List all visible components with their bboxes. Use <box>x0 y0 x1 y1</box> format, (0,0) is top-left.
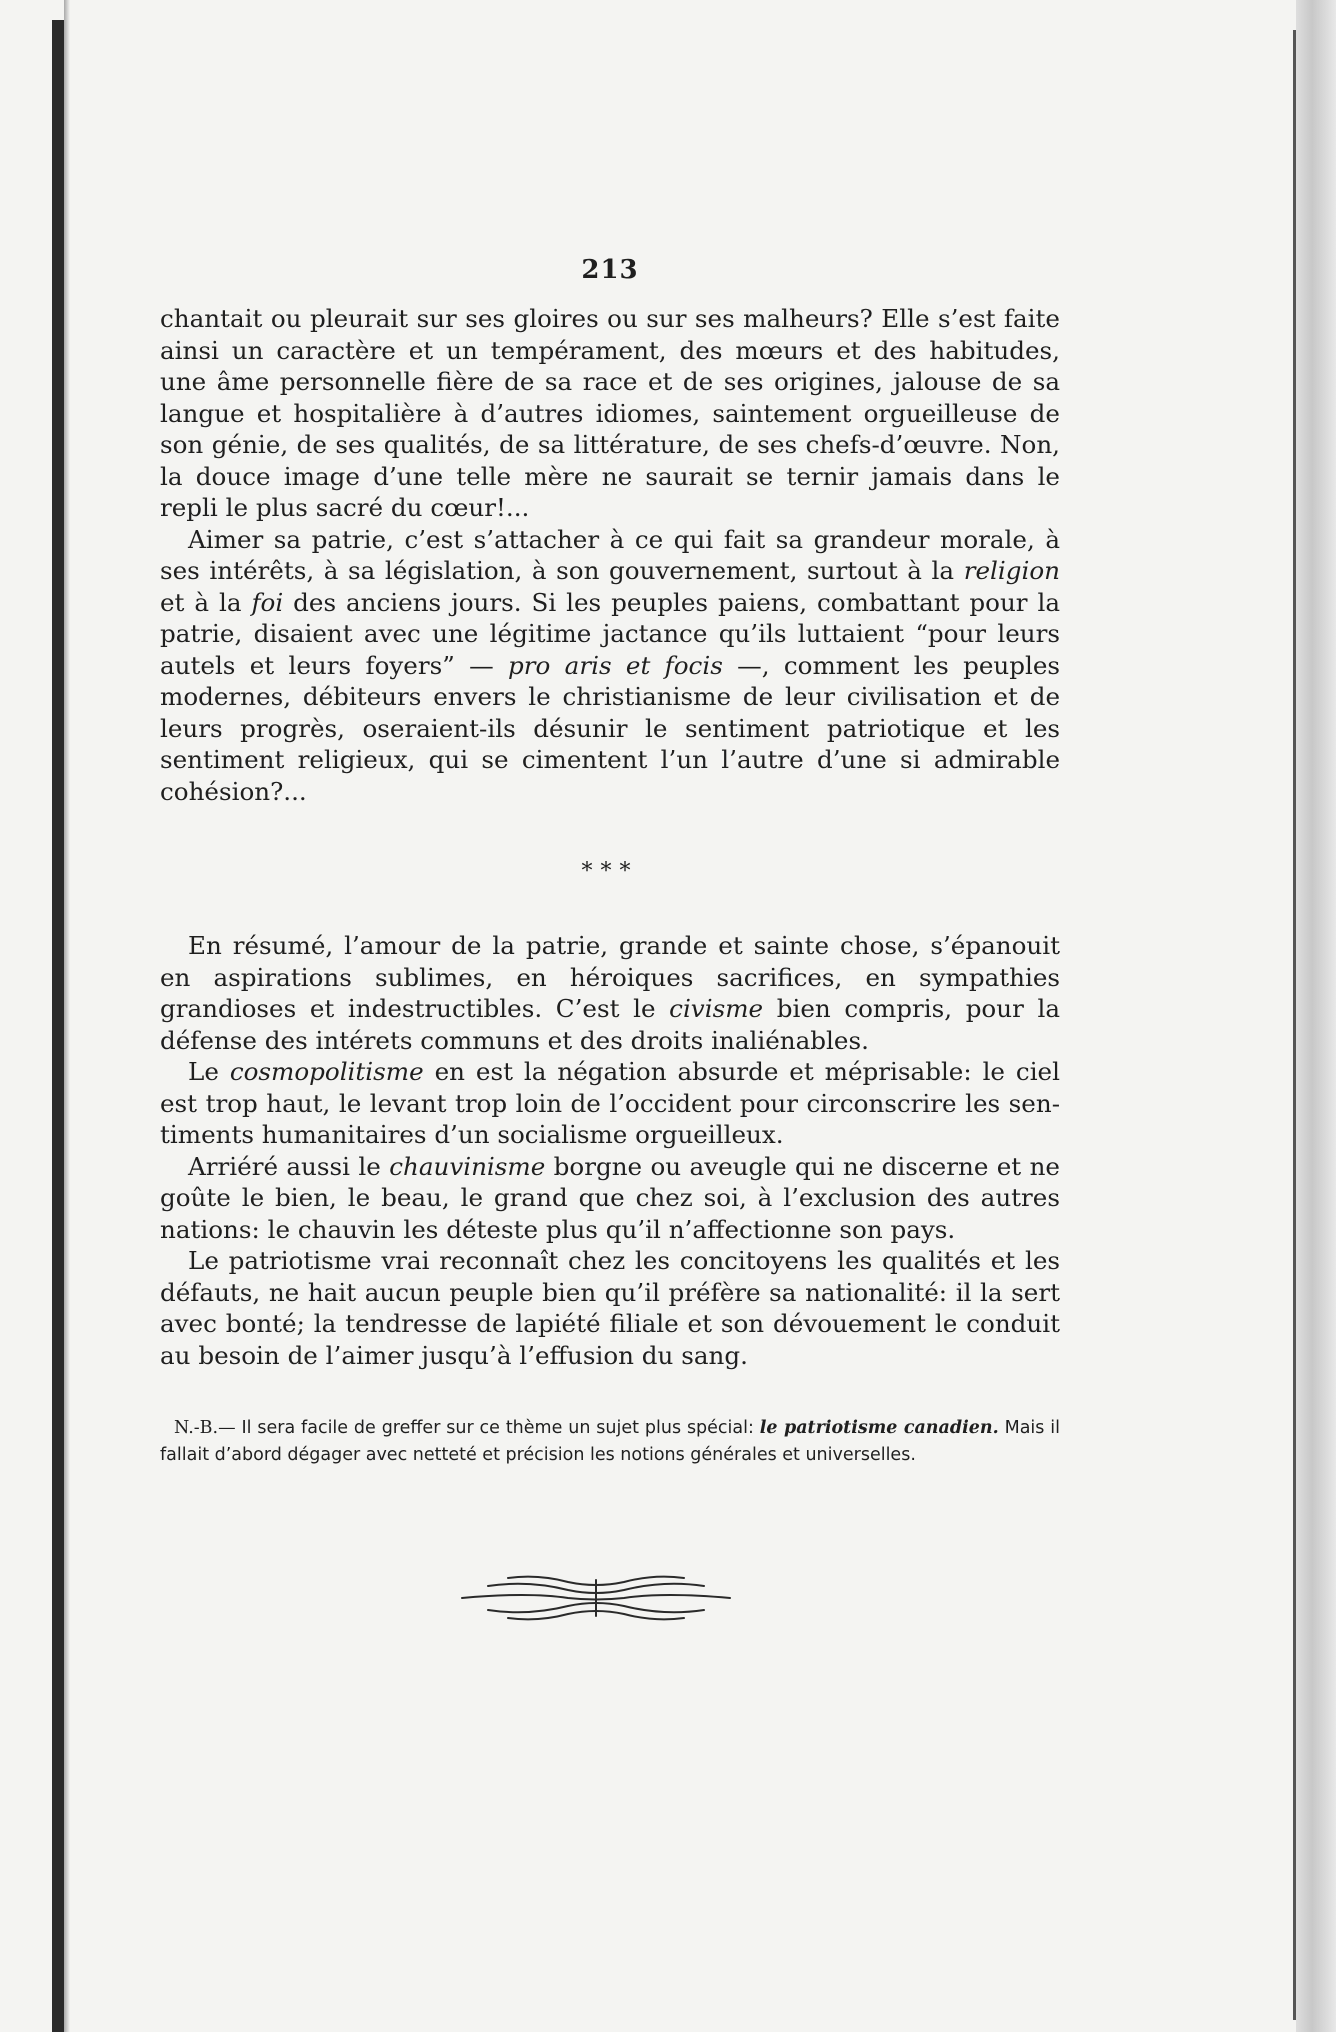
footnote-lead: N.-B.— <box>174 1418 236 1438</box>
word-chauvinisme: chauvinisme <box>389 1151 546 1181</box>
paragraph-3-text-b: bien compris, pour la défense des intérets communs et des droits inaliénables. <box>160 994 1060 1055</box>
page-stack-edge <box>1296 0 1336 2032</box>
latin-phrase: pro aris et focis <box>508 650 723 680</box>
word-foi: foi <box>251 587 284 617</box>
paragraph-3-text-a: En résumé, l’amour de la patrie, grande et sainte chose, s’épanouit en aspirations sublimes, en héroiques sacrifices, en sympathies grandioses et indestructibles. C’est le <box>160 931 1060 1023</box>
section-separator: *** <box>581 859 639 884</box>
paragraph-2 <box>160 524 1060 808</box>
footnote-emphasis: le patriotisme canadien. <box>759 1418 999 1438</box>
paragraph-2-text-b: et à la <box>160 587 252 617</box>
paragraph-5 <box>160 1151 1060 1246</box>
footnote-text-b: Mais il fallait d’abord dégager avec netteté et précision les notions générales et universelles. <box>160 1418 1061 1465</box>
page-number: 213 <box>581 255 639 285</box>
paragraph-2-text-d: —, comment les peuples modernes, débiteurs envers le christianisme de leur civilisation et de leurs progrès, oseraient-ils désunir le sentiment patriotique et les sentiment religieux, qui se cimentent l’un l’autre d’une si admirable cohésion?... <box>160 650 1060 806</box>
word-cosmopolitisme: cosmopolitisme <box>229 1057 424 1086</box>
paragraph-5-text-b: borgne ou aveugle qui ne discerne et ne goûte le bien, le beau, le grand que chez soi, à l’exclusion des autres nations: le chauvin les déteste plus qu’il n’affectionne son pays. <box>160 1151 1060 1244</box>
paragraph-2-text-a: Aimer sa patrie, c’est s’attacher à ce qui fait sa grandeur morale, à ses intérêts, à sa législation, à son gouvernement, surtout à la <box>160 524 1060 585</box>
paragraph-1: chantait ou pleurait sur ses gloires ou sur ses malheurs? Elle s’est faite ainsi un caractère et un tempérament, des mœurs et des habitudes, une âme personnelle fière de sa race et de ses origines, jalouse de sa langue et hospitalière à d’autres idiomes, saintement orgueilleuse de son génie, de ses qualités, de sa littérature, de ses chefs-d’œuvre. Non, la douce image d’une telle mère ne saurait se ternir jamais dans le repli le plus sacré du cœur!... <box>160 304 1060 522</box>
word-religion: religion <box>963 556 1060 585</box>
tailpiece-ornament-icon <box>458 1568 734 1628</box>
page-content <box>160 255 1060 1487</box>
paragraph-4-text-b: en est la négation absurde et méprisable: le ciel est trop haut, le levant trop loin de l’occident pour circonscrire les sentiments humanitaires d’un socialisme orgueilleux. <box>160 1057 1060 1149</box>
paragraph-4 <box>160 1056 1060 1151</box>
word-civisme: civisme <box>669 994 764 1023</box>
paragraph-6: Le patriotisme vrai reconnaît chez les concitoyens les qualités et les défauts, ne hait aucun peuple bien qu’il préfère sa nationalité: il la sert avec bonté; la tendresse de lapiété filiale et son dévouement le conduit au besoin de l’aimer jusqu’à l’effusion du sang. <box>160 1246 1060 1370</box>
footnote-text-a: Il sera facile de greffer sur ce thème un sujet plus spécial: <box>235 1418 760 1438</box>
book-spine-edge <box>52 20 64 2032</box>
paragraph-3 <box>160 930 1060 1056</box>
paragraph-5-text-a: Arriéré aussi le <box>188 1151 390 1181</box>
paragraph-4-text-a: Le <box>188 1057 230 1086</box>
paragraph-2-text-c: des anciens jours. Si les peuples paiens, combattant pour la patrie, disaient avec une légitime jactance qu’ils luttaient “pour leurs autels et leurs foyers” — <box>160 587 1060 680</box>
footnote <box>160 1415 1060 1469</box>
gutter-shadow <box>64 0 70 2032</box>
